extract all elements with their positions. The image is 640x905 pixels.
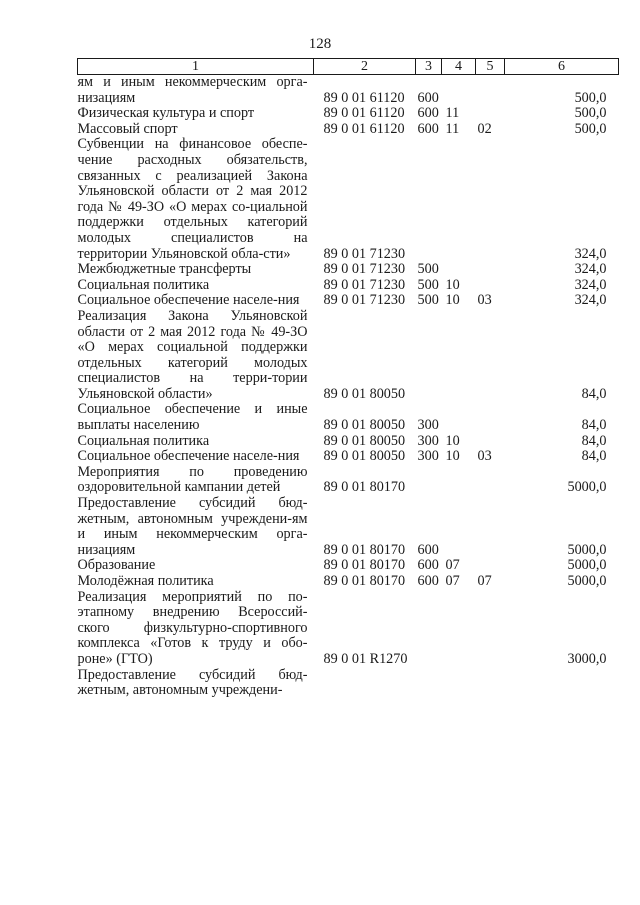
row-amount: [505, 668, 619, 699]
table-row: [78, 496, 619, 558]
row-section: [442, 668, 476, 699]
column-header-4: 4: [442, 59, 476, 75]
row-subsection: [476, 106, 505, 122]
row-target-code: 89 0 01 71230: [323, 245, 406, 262]
row-target-code: 89 0 01 80170: [323, 541, 406, 558]
row-target-code: 89 0 01 80170: [323, 557, 406, 574]
row-section: [442, 262, 476, 278]
row-section: 07: [445, 573, 460, 589]
row-subsection: 03: [477, 448, 492, 465]
row-amount: 500,0: [574, 89, 607, 106]
table-row: [78, 558, 619, 574]
row-amount: 324,0: [574, 245, 607, 262]
row-name: Социальное обеспечение населе-ния: [77, 292, 300, 309]
row-expense-type: 500: [417, 261, 439, 278]
row-section: [442, 309, 476, 403]
row-amount: 5000,0: [567, 479, 607, 496]
row-name: Реализация мероприятий по по-этапному внедрению Всероссий-ского физкультурно-спортивного комплекса «Готов к труду и обо-роне» (ГТО): [77, 588, 308, 667]
row-amount: 3000,0: [567, 650, 607, 667]
row-section: [442, 465, 476, 496]
row-section: 07: [445, 557, 460, 574]
row-name: Социальное обеспечение населе-ния: [77, 448, 300, 465]
row-target-code: 89 0 01 80050: [323, 432, 406, 449]
row-amount: 500,0: [574, 120, 607, 137]
row-expense-type: 300: [417, 448, 439, 465]
row-subsection: 03: [477, 292, 492, 309]
row-section: [442, 496, 476, 558]
row-section: 11: [445, 120, 460, 137]
row-expense-type: 600: [417, 105, 439, 122]
column-header-3: 3: [416, 59, 442, 75]
row-subsection: 07: [477, 573, 492, 589]
row-target-code: 89 0 01 80050: [323, 417, 406, 434]
row-name: Социальное обеспечение и иные выплаты населению: [77, 401, 308, 434]
row-target-code: 89 0 01 80050: [323, 385, 406, 402]
row-name: Массовый спорт: [77, 120, 178, 137]
row-expense-type: [416, 309, 442, 403]
row-amount: 84,0: [581, 432, 607, 449]
row-section: 11: [445, 105, 460, 122]
budget-table: [77, 58, 619, 699]
row-subsection: [476, 262, 505, 278]
row-section: [442, 402, 476, 433]
row-expense-type: [416, 668, 442, 699]
row-name: Субвенции на финансовое обеспе-чение расходных обязательств, связанных с реализацией Закона Ульяновской области от 2 мая 2012 года № 49-ЗО «О мерах со-циальной поддержки отдельных категорий молодых специалистов на территории Ульяновской обла-сти»: [77, 136, 308, 262]
column-header-1: 1: [78, 59, 314, 75]
row-subsection: 02: [477, 120, 492, 137]
row-name: Межбюджетные трансферты: [77, 261, 252, 278]
row-section: 10: [445, 276, 460, 293]
row-amount: 5000,0: [567, 541, 607, 558]
row-target-code: 89 0 01 80050: [323, 448, 406, 465]
row-expense-type: [416, 590, 442, 668]
row-subsection: [476, 668, 505, 699]
row-expense-type: 600: [417, 120, 439, 137]
row-target-code: 89 0 01 71230: [323, 292, 406, 309]
row-amount: 324,0: [574, 261, 607, 278]
table-row: [78, 75, 619, 107]
row-target-code: [314, 668, 416, 699]
table-row: [78, 106, 619, 122]
table-row: [78, 668, 619, 699]
row-target-code: 89 0 01 61120: [323, 105, 405, 122]
table-row: [78, 402, 619, 433]
row-amount: 500,0: [574, 105, 607, 122]
row-target-code: 89 0 01 71230: [323, 261, 406, 278]
row-name: Социальная политика: [77, 432, 210, 449]
table-row: [78, 465, 619, 496]
row-expense-type: [416, 137, 442, 262]
table-row: [78, 293, 619, 309]
row-expense-type: 300: [417, 417, 439, 434]
row-section: [442, 590, 476, 668]
row-expense-type: 300: [417, 432, 439, 449]
table-row: [78, 122, 619, 138]
row-expense-type: 500: [417, 292, 439, 309]
row-section: 10: [445, 448, 460, 465]
row-amount: 5000,0: [567, 573, 607, 589]
table-row: [78, 434, 619, 450]
row-section: 10: [445, 432, 460, 449]
row-target-code: 89 0 01 61120: [323, 89, 405, 106]
column-header-6: 6: [505, 59, 619, 75]
row-amount: 84,0: [581, 385, 607, 402]
table-row: [78, 449, 619, 465]
row-expense-type: 600: [417, 573, 439, 589]
row-target-code: 89 0 01 R1270: [323, 650, 408, 667]
row-target-code: 89 0 01 80170: [323, 479, 406, 496]
table-row: [78, 590, 619, 668]
row-expense-type: [416, 465, 442, 496]
row-target-code: 89 0 01 61120: [323, 120, 405, 137]
table-row: [78, 309, 619, 403]
row-section: 10: [445, 292, 460, 309]
row-amount: 84,0: [581, 417, 607, 434]
row-expense-type: 600: [417, 89, 439, 106]
column-header-2: 2: [314, 59, 416, 75]
table-row: [78, 137, 619, 262]
row-expense-type: 500: [417, 276, 439, 293]
table-body: [78, 75, 619, 699]
row-name: Предоставление субсидий бюд-жетным, автономным учреждени-ям и иным некоммерческим орга-низациям: [77, 495, 308, 558]
row-subsection: [476, 402, 505, 433]
column-header-5: 5: [476, 59, 505, 75]
row-name: ям и иным некоммерческим орга-низациям: [77, 74, 308, 106]
row-target-code: 89 0 01 80170: [323, 573, 406, 589]
table-row: [78, 278, 619, 294]
row-expense-type: 600: [417, 541, 439, 558]
row-subsection: [476, 465, 505, 496]
row-amount: 84,0: [581, 448, 607, 465]
table-row: [78, 262, 619, 278]
page-number: 128: [308, 36, 332, 52]
row-section: [442, 75, 476, 107]
row-amount: 324,0: [574, 276, 607, 293]
row-amount: 324,0: [574, 292, 607, 309]
row-subsection: [476, 137, 505, 262]
row-name: Социальная политика: [77, 276, 210, 293]
row-amount: 5000,0: [567, 557, 607, 574]
row-name: Предоставление субсидий бюд-жетным, автономным учреждени-: [77, 666, 308, 699]
row-subsection: [476, 278, 505, 294]
table-row: [78, 574, 619, 590]
row-subsection: [476, 590, 505, 668]
row-name: Реализация Закона Ульяновской области от 2 мая 2012 года № 49-ЗО «О мерах социальной поддержки отдельных категорий молодых специалистов на терри-тории Ульяновской области»: [77, 307, 308, 402]
row-subsection: [476, 75, 505, 107]
row-name: Образование: [77, 557, 156, 574]
row-expense-type: 600: [417, 557, 439, 574]
row-name: Физическая культура и спорт: [77, 105, 255, 122]
row-target-code: 89 0 01 71230: [323, 276, 406, 293]
row-subsection: [476, 309, 505, 403]
row-name: Мероприятия по проведению оздоровительной кампании детей: [77, 463, 308, 496]
row-section: [442, 137, 476, 262]
row-subsection: [476, 496, 505, 558]
row-subsection: [476, 558, 505, 574]
table-header-row: [78, 59, 619, 75]
row-name: Молодёжная политика: [77, 573, 214, 589]
row-subsection: [476, 434, 505, 450]
